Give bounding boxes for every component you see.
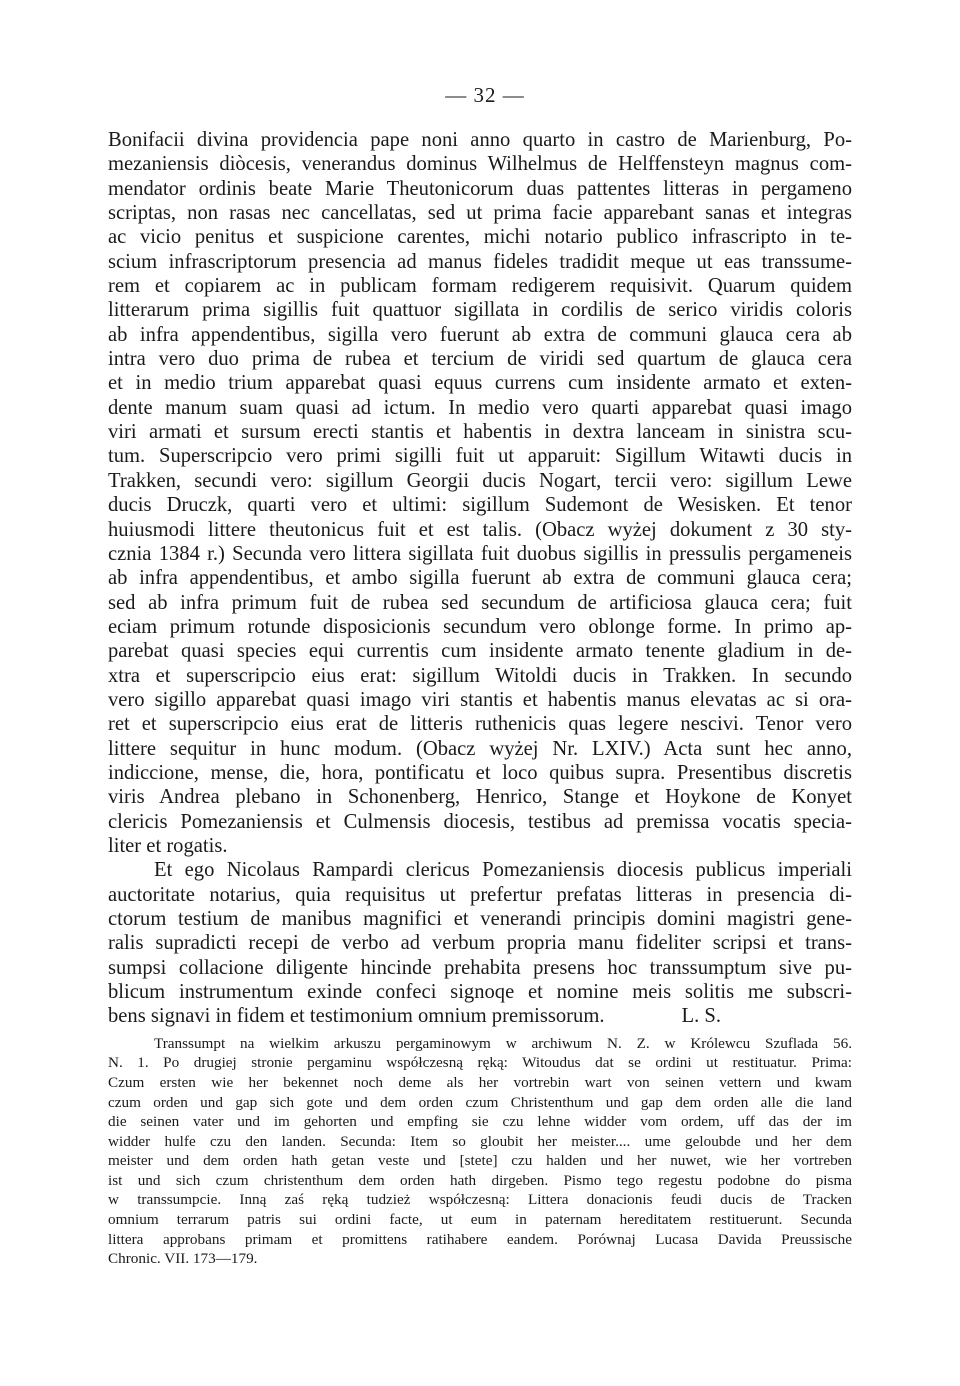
text-line: ret et superscripcio eius erat de litteris ruthenicis quas legere nescivi. Tenor vero — [108, 713, 852, 736]
paragraph-2 — [108, 858, 852, 1028]
text-line: littere sequitur in hunc modum. (Obacz wyżej Nr. LXIV.) Acta sunt hec anno, — [108, 737, 852, 760]
footnote-line: meister und dem orden hath getan veste und [stete] czu halden und her nuwet, wie her vortreben — [108, 1152, 852, 1170]
footnote-line: N. 1. Po drugiej stronie pergaminu współczesną ręką: Witoudus dat se ordini ut restituatur. Prima: — [108, 1054, 852, 1072]
text-line-final — [108, 1004, 852, 1028]
footnote-line: Chronic. VII. 173—179. — [108, 1250, 258, 1268]
text-line: ac vicio penitus et suspicione carentes, michi notario publico infrascripto in te- — [108, 226, 852, 249]
footnote-line: w transsumpcie. Inną zaś ręką tudzież współczesną: Littera donacionis feudi ducis de Tracken — [108, 1191, 852, 1209]
text-line: mendator ordinis beate Marie Theutonicorum duas pattentes litteras in pergameno — [108, 177, 852, 200]
main-text — [108, 128, 852, 1029]
footnote-line: littera approbans primam et promittens ratihabere eandem. Porównaj Lucasa Davida Preussische — [108, 1230, 852, 1248]
text-line: ctorum testium de manibus magnifici et venerandi principis domini magistri gene- — [108, 908, 852, 930]
text-line: ralis supradicti recepi de verbo ad verbum propria manu fideliter scripsi et trans- — [108, 932, 852, 955]
text-line: sed ab infra primum fuit de rubea sed secundum de artificiosa glauca cera; fuit — [108, 591, 852, 614]
page-number: — 32 — — [445, 83, 525, 107]
footnote-line: ist und sich czum christenthum dem orden hath dirgeben. Pismo tego regestu podobne do pisma — [108, 1171, 852, 1189]
text-line: cznia 1384 r.) Secunda vero littera sigillata fuit duobus sigillis in pressulis pergameneis — [108, 542, 852, 565]
text-line: ab infra appendentibus, sigilla vero fuerunt ab extra de communi glauca cera ab — [108, 323, 852, 346]
text-line: indiccione, mense, die, hora, pontificatu et loco quibus supra. Presentibus discretis — [108, 761, 852, 784]
footnote-line: omnium terrarum patris sui ordini facte, ut eum in paternam hereditatem restituerunt. Secunda — [108, 1211, 852, 1229]
text-line: scium infrascriptorum presencia ad manus fideles tradidit meque ut eas transsume- — [108, 250, 852, 273]
text-line: parebat quasi species equi currentis cum insidente armato tenente gladium in de- — [108, 640, 852, 663]
text-line: clericis Pomezaniensis et Culmensis diocesis, testibus ad premissa vocatis specia- — [108, 810, 852, 833]
text-line: ducis Druczk, quarti vero et ultimi: sigillum Sudemont de Wesisken. Et tenor — [108, 494, 852, 517]
footnote-line: widder hulfe czu den landen. Secunda: Item so gloubit her meister.... ume geloubde und her dem — [108, 1132, 852, 1150]
text-line: auctoritate notarius, quia requisitus ut prefertur prefatas litteras in presencia di- — [108, 883, 852, 906]
text-line: tum. Superscripcio vero primi sigilli fuit ut apparuit: Sigillum Witawti ducis in — [108, 445, 852, 468]
text-line: Et ego Nicolaus Rampardi clericus Pomezaniensis diocesis publicus imperiali — [154, 859, 852, 882]
text-line: vero sigillo apparebat quasi imago viri stantis et habentis manus elevatas ac si ora- — [108, 688, 852, 711]
text-line: viri armati et sursum erecti stantis et habentis in dextra lanceam in sinistra scu- — [108, 421, 852, 444]
text-line: scriptas, non rasas nec cancellatas, sed ut prima facie apparebant sanas et integras — [108, 202, 852, 225]
closing-text: bens signavi in fidem et testimonium omnium premissorum. — [108, 1005, 605, 1028]
text-line: viris Andrea plebano in Schonenberg, Henrico, Stange et Hoykone de Konyet — [108, 786, 852, 809]
footnote-line: Transsumpt na wielkim arkuszu pergaminowym w archiwum N. Z. w Królewcu Szuflada 56. — [154, 1034, 852, 1052]
text-line: huiusmodi littere theutonicus fuit et est talis. (Obacz wyżej dokument z 30 sty- — [108, 518, 852, 541]
footnote — [108, 1034, 852, 1269]
text-line: liter et rogatis. — [108, 834, 228, 857]
text-line: intra vero duo prima de rubea et tercium de viridi sed quartum de glauca cera — [108, 348, 852, 371]
text-line: Trakken, secundi vero: sigillum Georgii ducis Nogart, tercii vero: sigillum Lewe — [108, 469, 852, 492]
text-line: ab infra appendentibus, et ambo sigilla fuerunt ab extra de communi glauca cera; — [108, 567, 852, 590]
document-page — [108, 80, 852, 1269]
text-line: et in medio trium apparebat quasi equus currens cum insidente armato et exten- — [108, 372, 852, 395]
text-line: Bonifacii divina providencia pape noni anno quarto in castro de Marienburg, Po- — [108, 129, 852, 151]
text-line: rem et copiarem ac in publicam formam redigerem requisivit. Quarum quidem — [108, 275, 852, 298]
text-line: sumpsi collacione diligente hincinde prehabita presens hoc transsumptum sive pu- — [108, 956, 852, 979]
footnote-line: Czum ersten wie her bekennet noch deme als her vortrebin wart von seinen vettern und kwam — [108, 1073, 852, 1091]
text-line: blicum instrumentum exinde confeci signoqe et nomine meis solitis me subscri- — [108, 981, 852, 1004]
text-line: dente manum suam quasi ad ictum. In medio vero quarti apparebat quasi imago — [108, 396, 852, 419]
footnote-line: die seinen vater und im gehorten und empfing sie czu lehne widder vom ordem, uff das der im — [108, 1113, 852, 1131]
text-line: mezaniensis diòcesis, venerandus dominus Wilhelmus de Helffensteyn magnus com- — [108, 153, 852, 176]
text-line: eciam primum rotunde disposicionis secundum vero oblonge forme. In primo ap- — [108, 615, 852, 638]
signum-locus-sigilli: L. S. — [681, 1005, 721, 1028]
footnote-line: czum orden und gap sich gote und dem orden czum Christenthum und gap dem orden alle die land — [108, 1093, 852, 1111]
text-line: litterarum prima sigillis fuit quattuor sigillata in cordilis de serico viridis coloris — [108, 299, 852, 322]
paragraph-1 — [108, 128, 852, 858]
text-line: xtra et superscripcio eius erat: sigillum Witoldi ducis in Trakken. In secundo — [108, 664, 852, 687]
